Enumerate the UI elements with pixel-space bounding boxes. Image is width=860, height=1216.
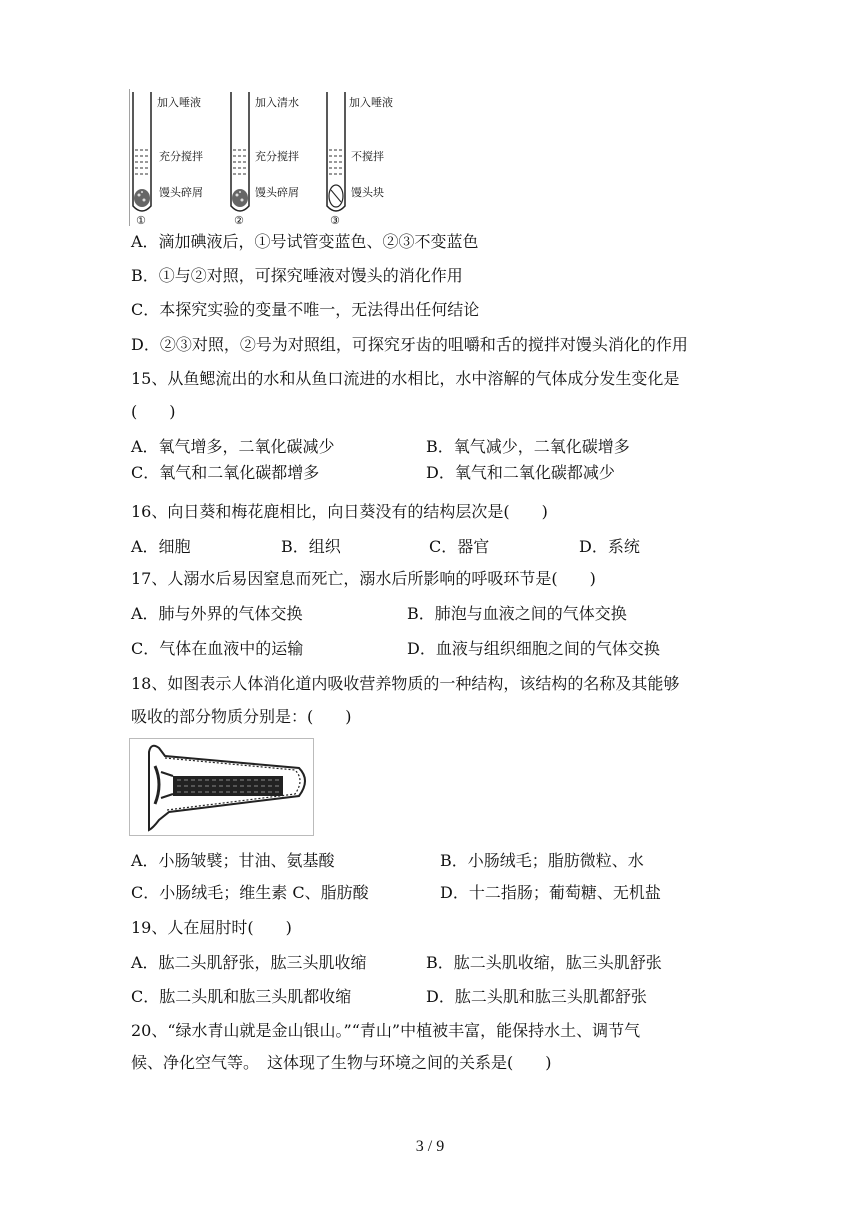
q19-option-c: C．肱二头肌和肱三头肌都收缩 (131, 987, 352, 1006)
test-tube-1 (133, 92, 151, 211)
tube1-number: ① (136, 214, 146, 227)
tube1-label-1: 加入唾液 (157, 96, 201, 109)
q18-option-d: D．十二指肠；葡萄糖、无机盐 (440, 883, 661, 902)
tube3-label-3: 馒头块 (351, 186, 384, 199)
tube2-label-3: 馒头碎屑 (255, 186, 299, 199)
test-tube-figure (129, 88, 399, 228)
tube1-label-2: 充分搅拌 (159, 150, 203, 163)
q17-option-b: B．肺泡与血液之间的气体交换 (407, 604, 627, 623)
q19-option-a: A．肱二头肌舒张，肱三头肌收缩 (131, 953, 367, 972)
q14-option-c: C．本探究实验的变量不唯一，无法得出任何结论 (131, 300, 480, 319)
tube3-label-2: 不搅拌 (351, 150, 384, 163)
q19-stem: 19、人在屈肘时( ) (131, 918, 292, 937)
q18-stem-line1: 18、如图表示人体消化道内吸收营养物质的一种结构，该结构的名称及其能够 (131, 674, 680, 693)
q18-option-c: C．小肠绒毛；维生素 C、脂肪酸 (131, 883, 369, 902)
page-number: 3 / 9 (415, 1138, 445, 1155)
q18-option-b: B．小肠绒毛；脂肪微粒、水 (440, 851, 644, 870)
villus-figure (129, 738, 314, 836)
q16-option-d: D．系统 (579, 537, 640, 556)
q16-option-a: A．细胞 (131, 537, 191, 556)
q15-option-a: A．氧气增多，二氧化碳减少 (131, 437, 335, 456)
tube2-number: ② (234, 214, 244, 227)
q16-option-c: C．器官 (429, 537, 490, 556)
q17-option-d: D．血液与组织细胞之间的气体交换 (407, 639, 660, 658)
q17-stem: 17、人溺水后易因窒息而死亡，溺水后所影响的呼吸环节是( ) (131, 569, 596, 588)
q14-option-a: A．滴加碘液后，①号试管变蓝色、②③不变蓝色 (131, 232, 479, 251)
q16-option-b: B．组织 (281, 537, 341, 556)
q17-option-a: A．肺与外界的气体交换 (131, 604, 303, 623)
q14-option-b: B．①与②对照，可探究唾液对馒头的消化作用 (131, 266, 463, 285)
q15-option-c: C．氧气和二氧化碳都增多 (131, 463, 320, 482)
q20-stem-line1: 20、“绿水青山就是金山银山。”“青山”中植被丰富，能保持水土、调节气 (131, 1021, 641, 1040)
q18-stem-line2: 吸收的部分物质分别是：( ) (131, 707, 352, 726)
q18-option-a: A．小肠皱襞；甘油、氨基酸 (131, 851, 335, 870)
intestinal-villus-diagram (129, 738, 314, 836)
q17-option-c: C．气体在血液中的运输 (131, 639, 304, 658)
tube3-label-1: 加入唾液 (349, 96, 393, 109)
q15-stem-line1: 15、从鱼鳃流出的水和从鱼口流进的水相比，水中溶解的气体成分发生变化是 (131, 369, 680, 388)
tube3-number: ③ (330, 214, 340, 227)
q16-stem: 16、向日葵和梅花鹿相比，向日葵没有的结构层次是( ) (131, 502, 548, 521)
tube1-label-3: 馒头碎屑 (159, 186, 203, 199)
q15-stem-line2: ( ) (131, 402, 176, 421)
q19-option-d: D．肱二头肌和肱三头肌都舒张 (426, 987, 647, 1006)
tube2-label-1: 加入清水 (255, 96, 299, 109)
q15-option-b: B．氧气减少，二氧化碳增多 (426, 437, 630, 456)
test-tube-diagram (129, 88, 399, 228)
tube2-label-2: 充分搅拌 (255, 150, 299, 163)
test-tube-3 (327, 92, 345, 211)
q19-option-b: B．肱二头肌收缩，肱三头肌舒张 (426, 953, 662, 972)
q20-stem-line2: 候、净化空气等。 这体现了生物与环境之间的关系是( ) (131, 1053, 552, 1072)
q14-option-d: D．②③对照，②号为对照组，可探究牙齿的咀嚼和舌的搅拌对馒头消化的作用 (131, 335, 688, 354)
q15-option-d: D．氧气和二氧化碳都减少 (426, 463, 615, 482)
test-tube-2 (231, 92, 249, 211)
